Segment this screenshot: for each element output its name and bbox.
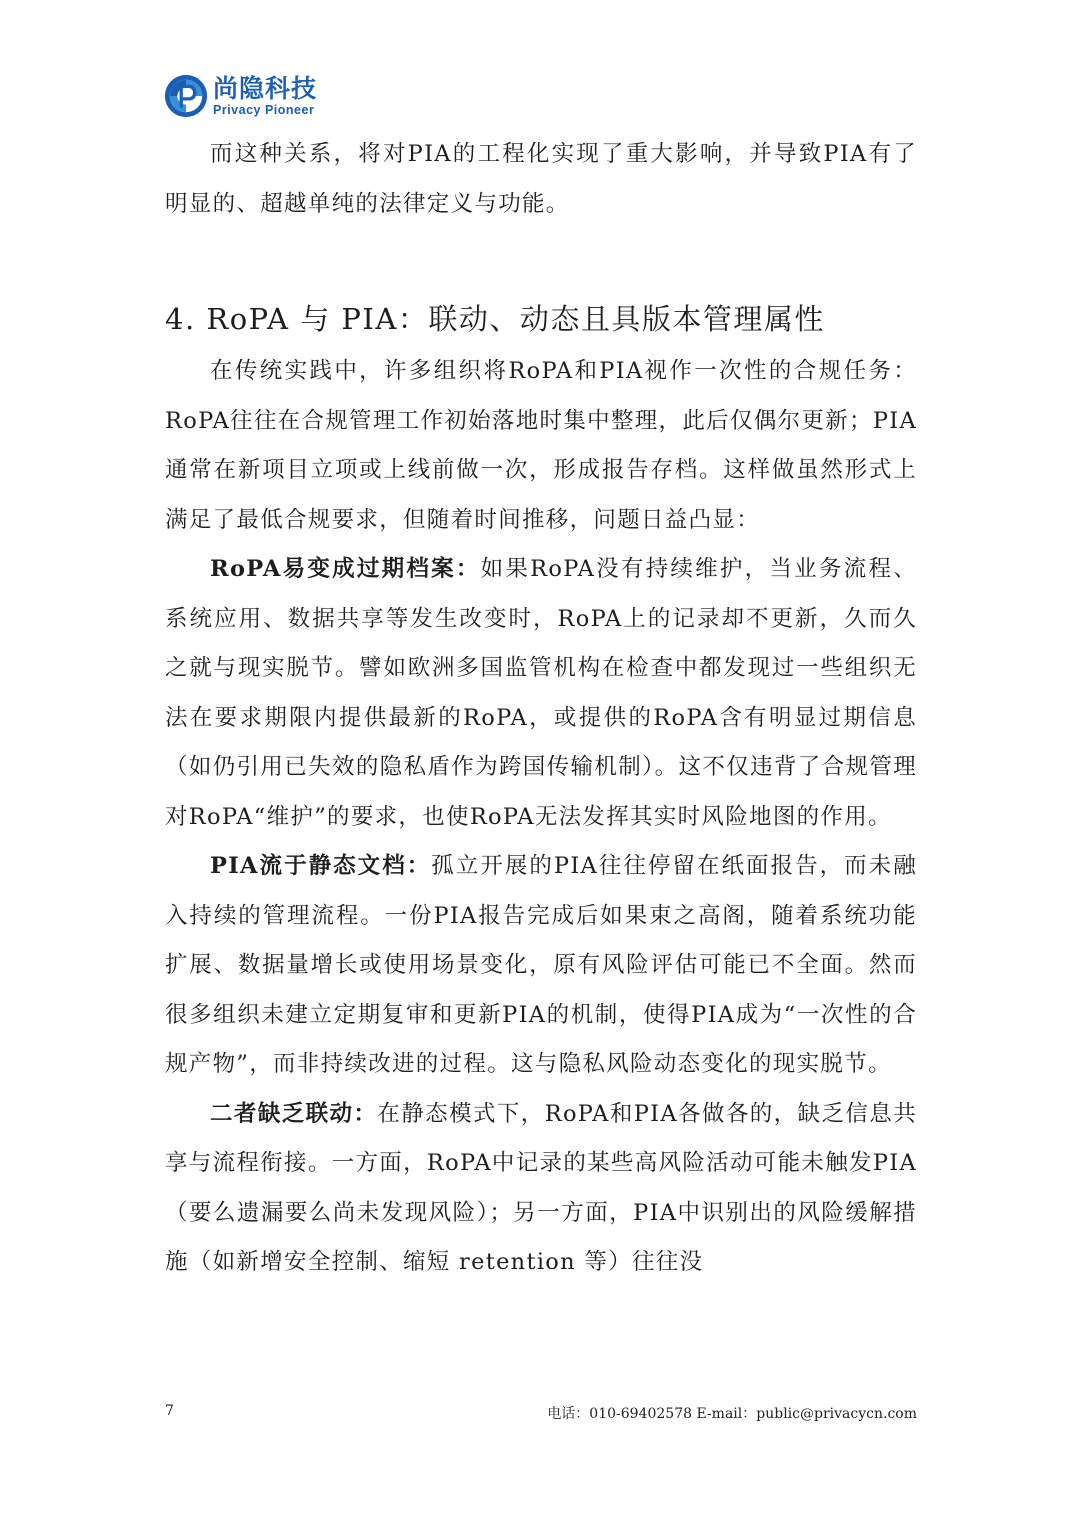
logo-english-name: Privacy Pioneer [213, 102, 315, 117]
point-pia-static-text: 孤立开展的PIA往往停留在纸面报告，而未融入持续的管理流程。一份PIA报告完成后如果束之高阁，随着系统功能扩展、数据量增长或使用场景变化，原有风险评估可能已不全面。然而很多组织未建立定期复审和更新PIA的机制，使得PIA成为“一次性的合规产物”，而非持续改进的过程。这与隐私风险动态变化的现实脱节。 [165, 853, 918, 1077]
privacy-pioneer-logo-icon [163, 73, 209, 119]
section-heading: 4. RoPA 与 PIA：联动、动态且具版本管理属性 [165, 302, 825, 336]
point-ropa-outdated-text: 如果RoPA没有持续维护，当业务流程、系统应用、数据共享等发生改变时，RoPA上的记录却不更新，久而久之就与现实脱节。譬如欧洲多国监管机构在检查中都发现过一些组织无法在要求期限内提供最新的RoPA，或提供的RoPA含有明显过期信息（如仍引用已失效的隐私盾作为跨国传输机制）。这不仅违背了合规管理对RoPA“维护”的要求，也使RoPA无法发挥其实时风险地图的作用。 [165, 556, 918, 830]
page-number: 7 [165, 1403, 174, 1419]
point-no-linkage-text: 在静态模式下，RoPA和PIA各做各的，缺乏信息共享与流程衔接。一方面，RoPA中记录的某些高风险活动可能未触发PIA（要么遗漏要么尚未发现风险）；另一方面，PIA中识别出的风险缓解措施（如新增安全控制、缩短 retention 等）往往没 [165, 1100, 917, 1275]
point-ropa-outdated-title: RoPA易变成过期档案： [210, 556, 481, 582]
point-pia-static-title: PIA流于静态文档： [210, 853, 432, 879]
point-ropa-outdated [165, 545, 917, 842]
traditional-practice-paragraph: 在传统实践中，许多组织将RoPA和PIA视作一次性的合规任务：RoPA往往在合规管理工作初始落地时集中整理，此后仅偶尔更新；PIA通常在新项目立项或上线前做一次，形成报告存档。这样做虽然形式上满足了最低合规要求，但随着时间推移，问题日益凸显： [165, 358, 917, 533]
point-no-linkage [165, 1090, 917, 1288]
company-logo [163, 70, 317, 122]
logo-chinese-name: 尚隐科技 [213, 73, 318, 103]
page-content [165, 130, 917, 1288]
logo-text [213, 73, 318, 117]
point-no-linkage-title: 二者缺乏联动： [210, 1100, 378, 1127]
contact-info: 电话：010-69402578 E-mail：public@privacycn.com [547, 1406, 917, 1422]
page-footer [165, 1403, 917, 1423]
intro-paragraph: 而这种关系，将对PIA的工程化实现了重大影响，并导致PIA有了明显的、超越单纯的法律定义与功能。 [165, 141, 917, 217]
point-pia-static [165, 842, 917, 1090]
